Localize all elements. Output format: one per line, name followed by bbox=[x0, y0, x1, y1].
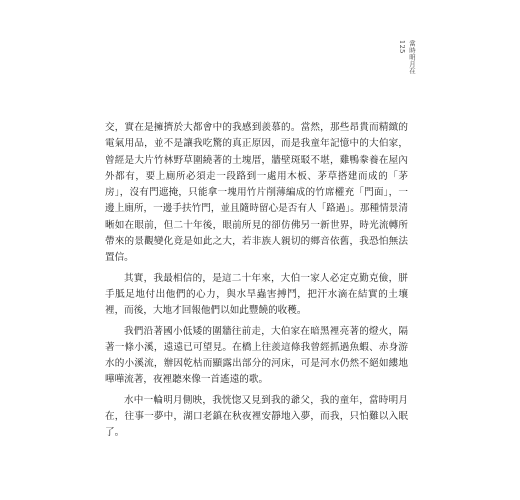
body-text bbox=[105, 120, 408, 446]
chapter-title: 當時明月在 bbox=[408, 40, 416, 75]
paragraph-3: 我們沿著國小低矮的圍牆往前走，大伯家在暗黑裡亮著的燈火，隔著一條小溪，遠遠已可望見。在橋上往羨這條我曾經抓過魚蝦、赤身游水的小溪流，辦因乾枯而顯露出部分的河床，可是河水仍然不絕如縷地嘩嘩流著，夜裡聽來像一首遙遠的歌。 bbox=[105, 325, 408, 386]
paragraph-4: 水中一輪明月側映，我恍惚又見到我的爺父，我的童年，當時明月在，往事一夢中，湖口老鎮在秋夜裡安靜地入夢，而我，只怕難以入眠了。 bbox=[105, 394, 408, 439]
running-head bbox=[398, 40, 415, 75]
paragraph-2: 其實，我最相信的，是這二十年來，大伯一家人必定克勤克儉，胼手胝足地付出他們的心力，與水旱蟲害搏鬥，把汗水滴在結實的土壤裡，而後，大地才回報他們以如此豐饒的收穫。 bbox=[105, 272, 408, 317]
paragraph-1: 交，實在是擁擠於大都會中的我感到羨慕的。當然，那些昂貴而精緻的電氣用品，並不是讓我吃驚的真正原因，而是我童年記憶中的大伯家，曾經是大片竹林野草圍繞著的土塊厝，牆壁斑駁不堪，雞鴨豢養在屋內外都有，要上廁所必須走一段路到一處用木板、茅草搭建而成的「茅房」，沒有門遮掩，只能拿一塊用竹片削薄編成的竹席權充「門面」，一邊上廁所，一邊手扶竹門，並且隨時留心是否有人「路過」。那種情景清晰如在眼前，但二十年後，眼前所見的卻仿佛另一新世界，時光流轉所帶來的景觀變化竟是如此之大，若非族人親切的鄉音依舊，我恐怕無法置信。 bbox=[105, 122, 408, 264]
page-number: 125 bbox=[398, 40, 406, 54]
